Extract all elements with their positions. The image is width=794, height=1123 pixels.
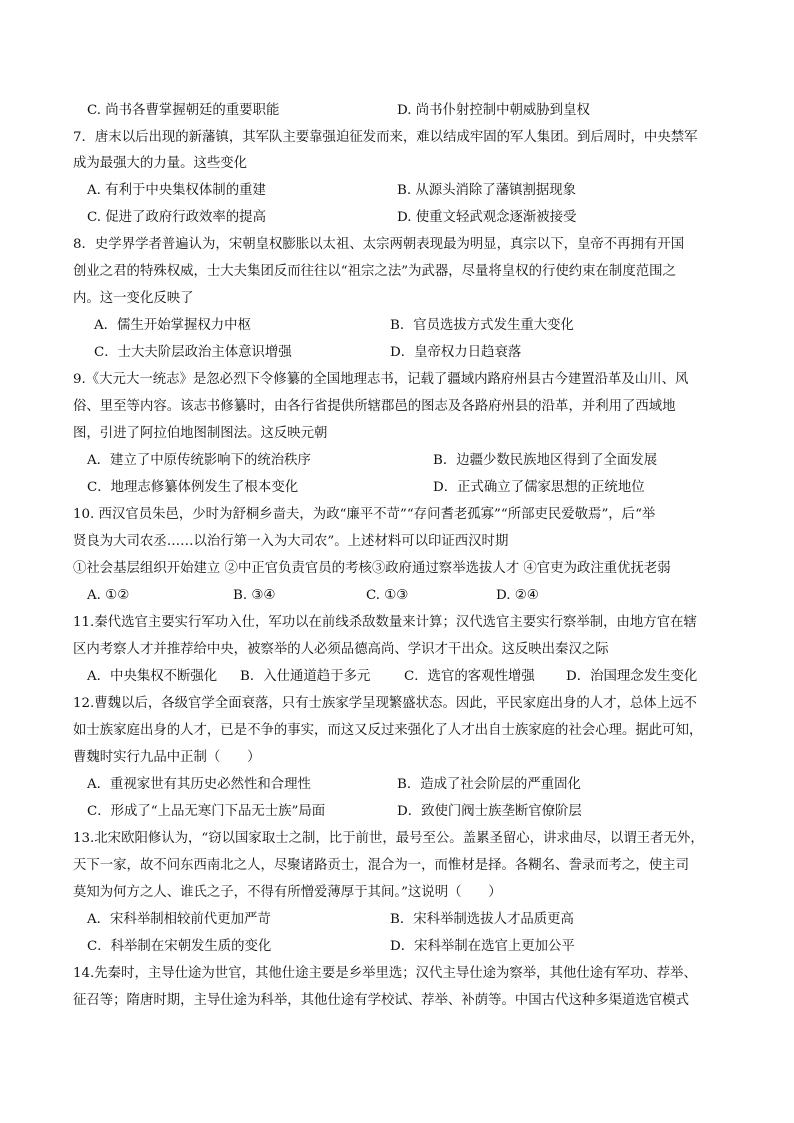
q10-option-b: B. ③④	[233, 588, 276, 603]
q9-option-a: A．建立了中原传统影响下的统治秩序	[87, 453, 311, 468]
q13-stem-line-1: 13.北宋欧阳修认为，“窃以国家取士之制，比于前世，最号至公。盖累圣留心，讲求曲尽，以谓王者无外，	[73, 831, 704, 846]
q7-stem-line-2: 成为最强大的力量。这些变化	[73, 156, 248, 171]
q8-option-d: D．皇帝权力日趋衰落	[390, 345, 522, 360]
q8-option-b: B．官员选拔方式发生重大变化	[390, 318, 574, 333]
q12-stem-line-3: 曹魏时实行九品中正制（ ）	[73, 750, 261, 765]
q12-stem-line-2: 如士族家庭出身的人才，已是不争的事实，而这又反过来强化了人才出自士族家庭的社会心理。据此可知，	[73, 723, 703, 738]
q12-option-d: D．致使门阀士族垄断官僚阶层	[397, 804, 582, 819]
q7-option-d: D. 使重文轻武观念逐渐被接受	[397, 210, 577, 225]
q8-stem-line-2: 创业之君的特殊权威，士大夫集团反而往往以“祖宗之法”为武器，尽量将皇权的行使约束在制度范围之	[73, 264, 676, 279]
q11-option-c: C．选官的客观性增强	[404, 669, 535, 684]
q10-option-c: C. ①③	[366, 588, 409, 603]
q11-option-a: A．中央集权不断强化	[87, 669, 218, 684]
q13-option-b: B．宋科举制选拔人才品质更高	[390, 912, 574, 927]
q12-option-a: A．重视家世有其历史必然性和合理性	[87, 777, 311, 792]
q10-stem-line-1: 10. 西汉官员朱邑，少时为舒桐乡啬夫，为政“廉平不苛”“存问耆老孤寡”“所部吏民爱敬焉”，后“举	[73, 507, 656, 522]
q9-stem-line-1: 9.《大元大一统志》是忽必烈下令修纂的全国地理志书，记载了疆域内路府州县古今建置沿革及山川、风	[73, 372, 689, 387]
q9-stem-line-3: 图，引进了阿拉伯地图制图法。这反映元朝	[73, 426, 328, 441]
q12-option-c: C．形成了“上品无寒门下品无士族”局面	[87, 804, 326, 819]
q7-option-b: B. 从源头消除了藩镇割据现象	[397, 183, 577, 198]
q11-option-b: B．入仕通道趋于多元	[240, 669, 371, 684]
q6-option-c: C. 尚书各曹掌握朝廷的重要职能	[87, 103, 280, 118]
q7-option-c: C. 促进了政府行政效率的提高	[87, 210, 266, 225]
q11-stem-line-2: 区内考察人才并推荐给中央，被察举的人必须品德高尚、学识才干出众。这反映出秦汉之际	[73, 642, 609, 657]
q10-option-a: A. ①②	[87, 588, 130, 603]
q9-option-b: B．边疆少数民族地区得到了全面发展	[433, 453, 658, 468]
q8-stem-line-3: 内。这一变化反映了	[73, 291, 194, 306]
q8-option-c: C．士大夫阶层政治主体意识增强	[94, 345, 292, 360]
q13-option-d: D．宋科举制在选官上更加公平	[390, 939, 575, 954]
q10-stem-line-3: ①社会基层组织开始建立 ②中正官负责官员的考核③政府通过察举选拔人才 ④官吏为政注重优抚老弱	[73, 561, 671, 576]
q7-stem-line-1: 7．唐末以后出现的新藩镇，其军队主要靠强迫征发而来，难以结成牢固的军人集团。到后周时，中央禁军	[73, 130, 698, 145]
q8-stem-line-1: 8．史学界学者普遍认为，宋朝皇权膨胀以太祖、太宗两朝表现最为明显，真宗以下，皇帝不再拥有开国	[73, 237, 685, 252]
q11-option-d: D．治国理念发生变化	[566, 669, 698, 684]
q8-option-a: A．儒生开始掌握权力中枢	[94, 318, 251, 333]
q9-option-d: D．正式确立了儒家思想的正统地位	[433, 480, 645, 495]
q12-option-b: B．造成了社会阶层的严重固化	[397, 777, 581, 792]
q13-option-c: C．科举制在宋朝发生质的变化	[87, 939, 272, 954]
q13-stem-line-2: 天下一家，故不问东西南北之人，尽聚诸路贡士，混合为一，而惟材是择。各糊名、誊录而考之，使主司	[73, 858, 689, 873]
q9-stem-line-2: 俗、里至等内容。该志书修纂时，由各行省提供所辖郡邑的图志及各路府州县的沿革，并利用了西域地	[73, 399, 676, 414]
q10-stem-line-2: 贤良为大司农丞……以治行第一入为大司农”。上述材料可以印证西汉时期	[73, 534, 509, 549]
q11-stem-line-1: 11.秦代选官主要实行军功入仕，军功以在前线杀敌数量来计算；汉代选官主要实行察举制，由地方官在辖	[73, 615, 697, 630]
q13-stem-line-3: 莫知为何方之人、谁氏之子，不得有所憎爱薄厚于其间。”这说明（ ）	[73, 885, 502, 900]
q14-stem-line-1: 14.先秦时，主导仕途为世官，其他仕途主要是乡举里选；汉代主导仕途为察举，其他仕途有军功、荐举、	[73, 966, 697, 981]
q14-stem-line-2: 征召等；隋唐时期，主导仕途为科举，其他仕途有学校试、荐举、补荫等。中国古代这种多渠道选官模式	[73, 993, 689, 1008]
q10-option-d: D. ②④	[496, 588, 539, 603]
q12-stem-line-1: 12.曹魏以后，各级官学全面衰落，只有士族家学呈现繁盛状态。因此，平民家庭出身的人才，总体上远不	[73, 696, 697, 711]
q13-option-a: A．宋科举制相较前代更加严苛	[87, 912, 271, 927]
q6-option-d: D. 尚书仆射控制中朝威胁到皇权	[397, 103, 590, 118]
q7-option-a: A. 有利于中央集权体制的重建	[87, 183, 266, 198]
q9-option-c: C．地理志修纂体例发生了根本变化	[87, 480, 299, 495]
